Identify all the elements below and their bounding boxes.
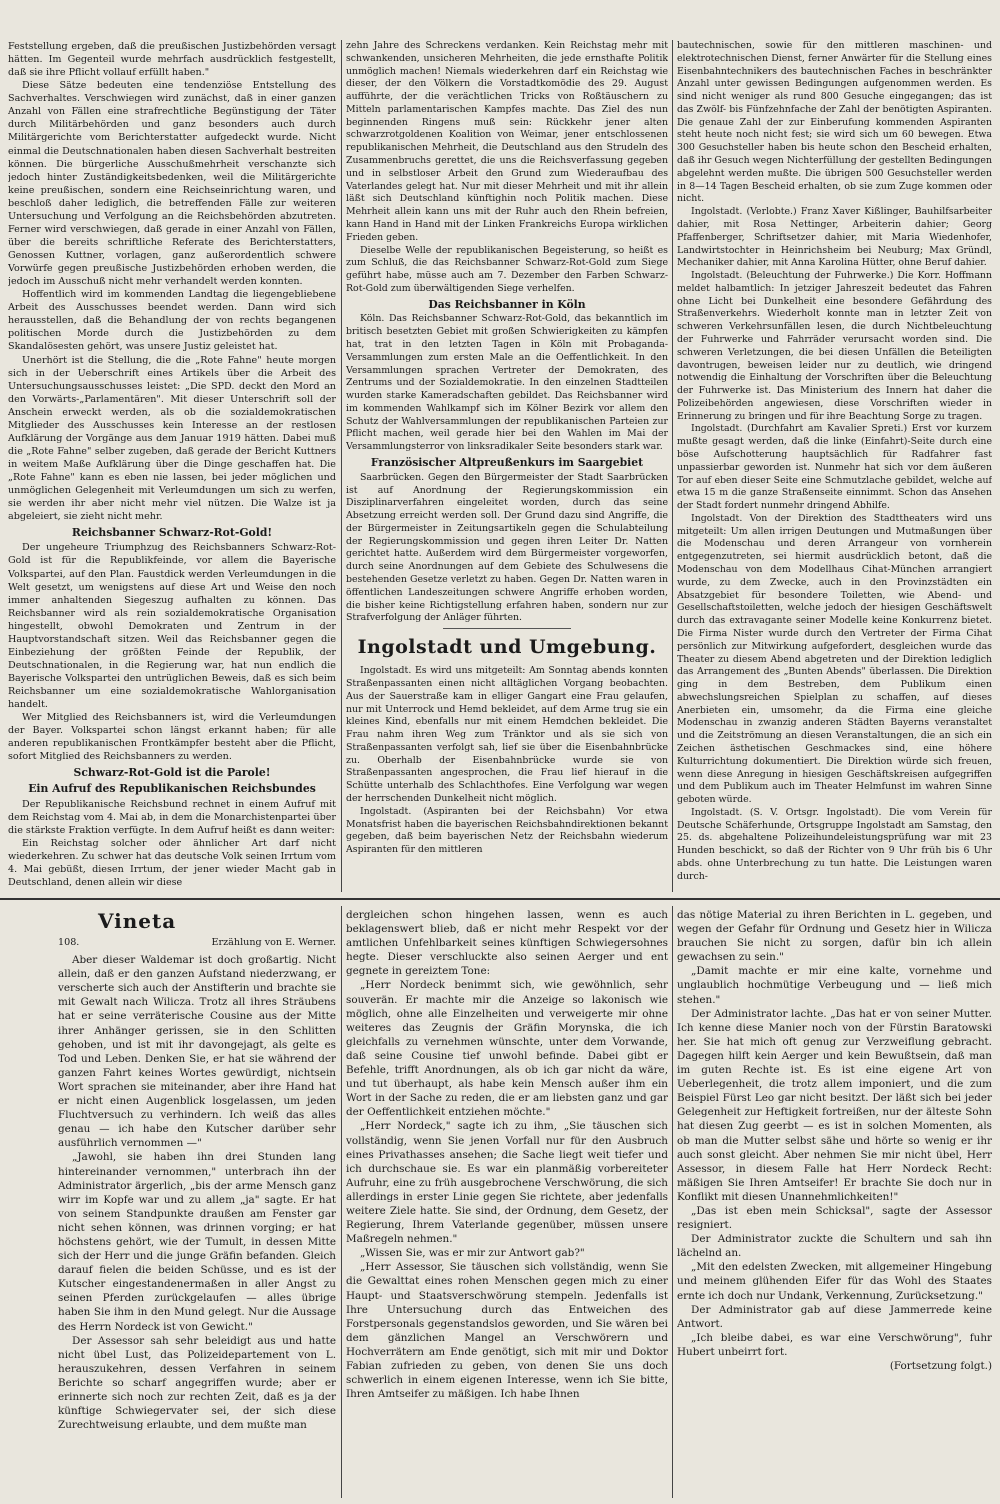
column-rule [341,906,342,1498]
serial-meta [58,936,336,950]
serial-paragraph: Der Administrator lachte. „Das hat er von seiner Mutter. Ich kenne diese Manier noch von der Fürstin Baratowski her. Sie hat mich oft genug zur Verzweiflung gebracht. Dagegen hilft kein Aerger und kein Bewußtsein, daß man im guten Rechte ist. Es ist eine eigene Art von Ueberlegenheit, die trotz allem imponiert, und die zum Beispiel Fürst Leo gar nicht besitzt. Der läßt sich bei jeder Gelegenheit zur Heftigkeit fortreißen, nur der älteste Sohn hat diesen Zug geerbt — es ist in solchen Momenten, als ob man die Mutter selbst sähe und hörte so wenig er ihr auch sonst gleicht. Aber nehmen Sie mir nicht übel, Herr Assessor, in diesem Falle hat Herr Nordeck Recht: mäßigen Sie Ihren Amtseifer! Er brachte Sie doch nur in Konflikt mit diesen Unannehmlichkeiten!" [677,1007,992,1203]
serial-subtitle: Erzählung von E. Werner. [211,937,336,948]
serial-column-3 [677,908,992,1498]
feuilleton-divider [0,898,1000,900]
column-middle-top [346,40,668,894]
article-paragraph: Ingolstadt. Von der Direktion des Stadttheaters wird uns mitgeteilt: Um allen irrigen Deutungen und Mutmaßungen über die Modenschau und deren Arrangeur von vornherein entgegenzutreten, sei hiermit ausdrücklich betont, daß die Modenschau von dem Modellhaus Cihat-München arrangiert wurde, zu dem Zwecke, auch in den Provinzstädten ein Absatzgebiet für besondere Toiletten, wie Abend- und Gesellschaftstoiletten, welche jedoch der hiesigen Geschäftswelt durch das extravagante seiner Modelle keine Konkurrenz bietet. Die Firma Nister wurde durch den Vertreter der Firma Cihat persönlich zur Mitwirkung aufgefordert, desgleichen wurde das Theater zu diesem Abend abgetreten und der Direktion lediglich das Arrangement des „Bunten Abends" überlassen. Die Direktion ging in dem Bestreben, dem Publikum einen abwechslungsreichen Spielplan zu schaffen, auf dieses Anerbieten ein, umsomehr, da die Firma eine gleiche Modenschau in zwanzig anderen Städten Bayerns veranstaltet und die Zeitströmung an diesen Veranstaltungen, die an sich ein Zeichen ästhetischen Geschmackes sind, eine höhere Kulturrichtung dokumentiert. Die Direktion würde sich freuen, wenn diese Anregung in hiesigen Geschäftskreisen aufgegriffen und dem Publikum auch im Theater Helmfunst im wahren Sinne geboten würde. [677,512,992,806]
article-paragraph: Ein Reichstag solcher oder ähnlicher Art darf nicht wiederkehren. Zu schwer hat das deutsche Volk seinen Irrtum vom 4. Mai gebüßt, diesen Irrtum, der jener wieder Macht gab in Deutschland, denen allein wir diese [8,837,336,888]
column-left-top [8,40,336,894]
headline-parole: Schwarz-Rot-Gold ist die Parole! [73,766,271,780]
serial-paragraph: Der Administrator gab auf diese Jammerrede keine Antwort. [677,1303,992,1330]
serial-continued: (Fortsetzung folgt.) [889,1360,992,1372]
article-paragraph: Köln. Das Reichsbanner Schwarz-Rot-Gold, das bekanntlich im britisch besetzten Gebiet mit großen Schwierigkeiten zu kämpfen hat, trat in den letzten Tagen in Köln mit Probaganda-Versammlungen zum ersten Male an die Oeffentlichkeit. In den Versammlungen sprachen Vertreter der Demokraten, des Zentrums und der Sozialdemokratie. In den einzelnen Stadtteilen wurden starke Kameradschaften gebildet. Das Reichsbanner wird im kommenden Wahlkampf sich im Kölner Bezirk vor allem den Schutz der Wahlversammlungen der republikanischen Parteien zur Pflicht machen, weil gerade hier bei den Wahlen im Mai der Versammlungsterror von linksradikaler Seite besonders stark war. [346,313,668,453]
serial-column-2 [346,908,668,1498]
serial-paragraph: „Jawohl, sie haben ihn drei Stunden lang hintereinander vernommen," unterbrach ihn der Administrator ärgerlich, „bis der arme Mensch ganz wirr im Kopfe war und zu allem „ja" sagte. Er hat von seinem Standpunkte draußen am Fenster gar nicht sehen können, was drinnen vorging; er hat höchstens gehört, wie der Tumult, in dessen Mitte sich der Herr und die junge Gräfin befanden. Gleich darauf fielen die beiden Schüsse, und es ist der Kutscher eingestandenermaßen in aller Angst zu seinen Pferden zurückgelaufen — alles übrige haben Sie ihm in den Mund gelegt. Nur die Aussage des Herrn Nordeck ist von Gewicht." [58,1151,336,1333]
serial-column-1 [58,908,336,1498]
article-paragraph: Hoffentlich wird im kommenden Landtag die liegengebliebene Arbeit des Ausschusses beendet werden. Dann wird sich herausstellen, daß die Behandlung der von rechts begangenen politischen Morde durch die Justizbehörden zu dem Skandalösesten gehört, was unsere Justiz geleistet hat. [8,289,336,353]
article-paragraph: zehn Jahre des Schreckens verdanken. Kein Reichstag mehr mit schwankenden, unsicheren Mehrheiten, die jede ernsthafte Politik unmöglich machen! Niemals wiederkehren darf ein Reichstag wie dieser, der den Völkern die Vorstadtkomödie des 29. August aufführte, der die verächtlichen Tricks von Roßtäuschern zu Mitteln parlamentarischen Kampfes machte. Das Ziel des nun beginnenden Ringens muß sein: Rückkehr jener alten schwarzrotgoldenen Koalition von Weimar, jener entschlossenen republikanischen Mehrheit, die Deutschland aus den Strudeln des Zusammenbruchs gerettet, die uns die Reichsverfassung gegeben und in selbstloser Arbeit den Grund zum Wiederaufbau des Vaterlandes gelegt hat. Nur mit dieser Mehrheit und mit ihr allein läßt sich Deutschland künftighin noch Politik machen. Diese Mehrheit allein kann uns mit der Ruhr auch den Rhein befreien, kann Hand in Hand mit der Linken Frankreichs Europa wirklichen Frieden geben. [346,40,668,243]
column-rule [341,40,342,892]
headline-koeln: Das Reichsbanner in Köln [428,297,586,311]
headline-saargebiet: Französischer Altpreußenkurs im Saargebiet [370,456,644,469]
article-paragraph: Dieselbe Welle der republikanischen Begeisterung, so heißt es zum Schluß, die das Reichsbanner Schwarz-Rot-Gold zum Siege geführt habe, müsse auch am 7. Dezember den Farben Schwarz-Rot-Gold zum überwältigenden Siege verhelfen. [346,244,668,294]
headline-reichsbanner: Reichsbanner Schwarz-Rot-Gold! [71,526,273,540]
serial-paragraph: „Wissen Sie, was er mir zur Antwort gab?" [360,1247,585,1260]
article-paragraph: Ingolstadt. (Aspiranten bei der Reichsbahn) Vor etwa Monatsfrist haben die bayerischen Reichsbahndirektionen bekannt gegeben, daß beim bayerischen Netz der Reichsbahn wiederum Aspiranten für den mittleren [346,805,668,856]
serial-title: Vineta [98,909,177,933]
article-paragraph: bautechnischen, sowie für den mittleren maschinen- und elektrotechnischen Dienst, ferner Anwärter für die Stellung eines Eisenbahntechnikers des bautechnischen Faches in beschränkter Anzahl unter gewissen Bedingungen aufgenommen werden. Es sind nicht weniger als rund 800 Gesuche eingegangen; das ist das Zwölf- bis Fünfzehnfache der Zahl der benötigten Aspiranten. Die genaue Zahl der zur Einberufung kommenden Aspiranten steht heute noch nicht fest; sie wird sich um 60 bewegen. Etwa 300 Gesuchsteller haben bis heute schon den Bescheid erhalten, daß ihr Gesuch wegen Nichterfüllung der gestellten Bedingungen abgelehnt werden mußte. Die übrigen 500 Gesuchsteller werden in 8—14 Tagen Bescheid erhalten, ob sie zum Zuge kommen oder nicht. [677,40,992,205]
column-right-top [677,40,992,894]
serial-paragraph: „Herr Nordeck," sagte ich zu ihm, „Sie täuschen sich vollständig, wenn Sie jenen Vorfall nur für den Ausbruch eines Privathasses ansehen; die Sache liegt weit tiefer und ich durchschaue sie. Es war ein planmäßig vorbereiteter Aufruhr, eine zu früh ausgebrochene Verschwörung, die sich allerdings in erster Linie gegen Sie richtete, aber jedenfalls weitere Ziele hatte. Sie sind, der Ordnung, dem Gesetz, der Regierung, Ihrem Vaterlande gegenüber, müssen unsere Maßregeln nehmen." [346,1120,668,1246]
column-rule [672,40,673,892]
article-paragraph: Diese Sätze bedeuten eine tendenziöse Entstellung des Sachverhaltes. Verschwiegen wird zunächst, daß in einer ganzen Anzahl von Fällen eine strafrechtliche Begünstigung der Täter durch Militärbehörden und ganz besonders auch durch Militärgerichte vom Berichterstatter aufgedeckt wurde. Nicht einmal die Deutschnationalen haben diesen Sachverhalt bestreiten können. Die bürgerliche Ausschußmehrheit verschanzte sich jedoch hinter Zuständigkeitsbedenken, weil die Militärgerichte keine preußischen, sondern eine Reichseinrichtung waren, und beschloß daher lediglich, die betreffenden Fälle zur weiteren Untersuchung und Verfolgung an die Reichsbehörden abzutreten. Ferner wird verschwiegen, daß gerade in einer Anzahl von Fällen, über die bereits schriftliche Referate des Berichterstatters, Genossen Kuttner, vorlagen, ganz außerordentlich schwere Vorwürfe gegen preußische Justizbehörden erhoben werden, die jedoch im Ausschuß nicht mehr verhandelt werden konnten. [8,80,336,288]
article-paragraph: Feststellung ergeben, daß die preußischen Justizbehörden versagt hätten. Im Gegenteil wurde mehrfach ausdrücklich festgestellt, daß sie ihre Pflicht vollauf erfüllt haben." [8,41,336,79]
serial-paragraph: dergleichen schon hingehen lassen, wenn es auch beklagenswert blieb, daß er nicht mehr Respekt vor der amtlichen Unfehlbarkeit seines künftigen Schwiegersohnes hegte. Dieser verschluckte also seinen Aerger und ent gegnete in gereiztem Tone: [346,909,668,978]
serial-paragraph: „Herr Assessor, Sie täuschen sich vollständig, wenn Sie die Gewalttat eines rohen Menschen gegen mich zu einer Haupt- und Staatsverschwörung stempeln. Jedenfalls ist Ihre Untersuchung durch das Entweichen des Forstpersonals gegenstandslos geworden, und Sie wären bei dem gänzlichen Mangel an Verschwörern und Hochverrätern am Ende genötigt, sich mit mir und Doktor Fabian zufrieden zu geben, von denen Sie uns doch schwerlich in einem eigenen Interesse, wenn ich Sie bitte, Ihren Amtseifer zu mäßigen. Ich habe Ihnen [346,1261,668,1401]
serial-paragraph: Aber dieser Waldemar ist doch großartig. Nicht allein, daß er den ganzen Aufstand niederzwang, er verscherte sich auch der Anstifterin und brachte sie mit Gewalt nach Wilicza. Trotz all ihres Sträubens hat er seine verräterische Cousine aus der Mitte ihrer Anhänger gerissen, sie in den Schlitten gehoben, und ist mit ihr davongejagt, als gelte es Tod und Leben. Denken Sie, er hat sie während der ganzen Fahrt keines Wortes gewürdigt, nichtsein Wort sprachen sie miteinander, aber ihre Hand hat er nicht einen Augenblick losgelassen, um jeden Fluchtversuch zu verhindern. Ich weiß das alles genau — ich habe den Kutscher darüber sehr ausführlich vernommen —" [58,954,336,1150]
section-divider [443,628,572,629]
serial-paragraph: „Das ist eben mein Schicksal", sagte der Assessor resigniert. [677,1204,992,1232]
column-rule [672,906,673,1498]
article-paragraph: Unerhört ist die Stellung, die die „Rote Fahne" heute morgen sich in der Ueberschrift eines Artikels über die Arbeit des Untersuchungsausschusses leistet: „Die SPD. deckt den Mord an den Vorwärts-„Parlamentären". Mit dieser Unterschrift soll der Anschein erweckt werden, als ob die sozialdemokratischen Mitglieder des Ausschusses kein Interesse an der restlosen Aufklärung der Vorgänge aus dem Januar 1919 hätten. Dabei muß die „Rote Fahne" selber zugeben, daß gerade der Bericht Kuttners in weitem Maße Aufklärung über die Dinge geschaffen hat. Die „Rote Fahne" kann es eben nie lassen, bei jeder möglichen und unmöglichen Gelegenheit mit Verleumdungen um sich zu werfen, sie werden ihr aber nicht mehr viel nützen. Die Walze ist ja abgeleiert, sie zieht nicht mehr. [8,354,336,523]
serial-paragraph: „Ich bleibe dabei, es war eine Verschwörung", fuhr Hubert unbeirrt fort. [677,1331,992,1358]
article-paragraph: Ingolstadt. (S. V. Ortsgr. Ingolstadt). Die vom Verein für Deutsche Schäferhunde, Ortsgruppe Ingolstadt am Samstag, den 25. ds. abgehaltene Polizeihundeleistungsprüfung war mit 23 Hunden beschickt, so daß der Richter von 9 Uhr früh bis 6 Uhr abds. ohne Unterbrechung zu tun hatte. Die Leistungen waren durch- [677,806,992,882]
serial-paragraph: „Damit machte er mir eine kalte, vornehme und unglaublich hochmütige Verbeugung und — ließ mich stehen." [677,965,992,1006]
serial-paragraph: Der Administrator zuckte die Schultern und sah ihn lächelnd an. [677,1233,992,1260]
serial-number: 108. [58,937,80,948]
article-paragraph: Ingolstadt. (Durchfahrt am Kavalier Spreti.) Erst vor kurzem mußte gesagt werden, daß die linke (Einfahrt)-Seite durch eine böse Aufschotterung hauptsächlich für Radfahrer fast unpassierbar geworden ist. Nunmehr hat sich vor dem äußeren Tor auf eben dieser Seite eine Schmutzlache gebildet, welche auf etwa 15 m die ganze Straßenseite einnimmt. Schon das Ansehen der Stadt fordert nunmehr dringend Abhilfe. [677,423,992,512]
article-paragraph: Der Republikanische Reichsbund rechnet in einem Aufruf mit dem Reichstag vom 4. Mai ab, in dem die Monarchistenpartei über die stärkste Fraktion verfügte. In dem Aufruf heißt es dann weiter: [8,798,336,836]
article-paragraph: Der ungeheure Triumphzug des Reichsbanners Schwarz-Rot-Gold ist für die Republikfeinde, vor allem die Bayerische Volkspartei, auf den Plan. Faustdick werden Verleumdungen in die Welt gesetzt, um wenigstens auf diese Art und Weise den noch immer anhaltenden Siegeszug aufhalten zu können. Das Reichsbanner wird als rein sozialdemokratische Organisation hingestellt, obwohl Demokraten und Zentrum in der Hauptvorstandschaft sitzen. Weil das Reichsbanner gegen die Einbeziehung der größten Feinde der Republik, der Deutschnationalen, in die Regierung war, hat nun endlich die Bayerische Volkspartei den untrüglichen Beweis, daß es sich beim Reichsbanner um eine sozialdemokratische Wahlorganisation handelt. [8,542,336,711]
article-paragraph: Ingolstadt. (Beleuchtung der Fuhrwerke.) Die Korr. Hoffmann meldet halbamtlich: In jetziger Jahreszeit bedeutet das Fahren ohne Licht bei Dunkelheit eine besondere Gefährdung des Straßenverkehrs. Wiederholt konnte man in letzter Zeit von schweren Verkehrsunfällen lesen, die durch Nichtbeleuchtung der Fuhrwerke und Fahrräder verursacht worden sind. Die schweren Verletzungen, die bei diesen Unfällen die Beteiligten davontrugen, beweisen leider nur zu deutlich, wie dringend notwendig die Einhaltung der Vorschriften über die Beleuchtung der Fuhrwerke ist. Das Ministerium des Innern hat daher die Polizeibehörden angewiesen, diese Vorschriften wieder in Erinnerung zu bringen und für ihre Beachtung Sorge zu tragen. [677,270,992,422]
serial-paragraph: das nötige Material zu ihren Berichten in L. gegeben, und wegen der Gefahr für Ordnung und Gesetz hier in Wilicza brauchen Sie nicht zu sorgen, dafür bin ich allein gewachsen zu sein." [677,909,992,964]
subheadline-aufruf: Ein Aufruf des Republikanischen Reichsbundes [28,781,316,795]
article-paragraph: Ingolstadt. (Verlobte.) Franz Xaver Kißlinger, Bauhilfsarbeiter dahier, mit Rosa Nettinger, Arbeiterin dahier; Georg Pfaffenberger, Schriftsetzer dahier, mit Maria Wiedenhofer, Landwirtstochter in Heinrichsheim bei Neuburg; Max Gründl, Mechaniker dahier, mit Anna Karolina Hütter, ohne Beruf dahier. [677,206,992,269]
serial-paragraph: „Herr Nordeck benimmt sich, wie gewöhnlich, sehr souverän. Er machte mir die Anzeige so lakonisch wie möglich, ohne alle Einzelheiten und verweigerte mir ohne weiteres das Zeugnis der Gräfin Morynska, die ich gleichfalls zu vernehmen wünschte, unter dem Vorwande, daß seine Cousine tief unwohl befinde. Dabei gibt er Befehle, trifft Anordnungen, als ob ich gar nicht da wäre, und tut überhaupt, als habe kein Mensch außer ihm ein Wort in der Sache zu reden, die er am liebsten ganz und gar der Oeffentlichkeit entziehen möchte." [346,979,668,1119]
article-paragraph: Wer Mitglied des Reichsbanners ist, wird die Verleumdungen der Bayer. Volkspartei schon längst erkannt haben; für alle anderen republikanischen Frontkämpfer besteht aber die Pflicht, sofort Mitglied des Reichsbanners zu werden. [8,712,336,763]
serial-paragraph: Der Assessor sah sehr beleidigt aus und hatte nicht übel Lust, das Polizeidepartement von L. herauszukehren, dessen Verfahren in seinem Berichte so scharf angegriffen wurde; aber er erinnerte sich noch zur rechten Zeit, daß es ja der künftige Schwiegervater sei, der sich diese Zurechtweisung erlaubte, und dem mußte man [58,1334,336,1432]
serial-paragraph: „Mit den edelsten Zwecken, mit allgemeiner Hingebung und meinem glühenden Eifer für das Wohl des Staates ernte ich doch nur Undank, Verkennung, Zurücksetzung." [677,1261,992,1302]
article-paragraph: Ingolstadt. Es wird uns mitgeteilt: Am Sonntag abends konnten Straßenpassanten einen nicht alltäglichen Vorgang beobachten. Aus der Sauerstraße kam in elliger Gangart eine Frau gelaufen, nur mit Unterrock und Hemd bekleidet, auf dem Arme trug sie ein kleines Kind, ebenfalls nur mit einem Hemdchen bekleidet. Die Frau nahm ihren Weg zum Tränktor und als sie sich von Straßenpassanten verfolgt sah, lief sie über die Eisenbahnbrücke zu. Oberhalb der Eisenbahnbrücke wurde sie von Straßenpassanten angesprochen, die Frau lief hierauf in die Schütte unterhalb des Schlachthofes. Eine Verfolgung war wegen der herrschenden Dunkelheit nicht möglich. [346,665,668,804]
article-paragraph: Saarbrücken. Gegen den Bürgermeister der Stadt Saarbrücken ist auf Anordnung der Regierungskommission ein Disziplinarverfahren eingeleitet worden, durch das seine Absetzung erreicht werden soll. Der Grund dazu sind Angriffe, die der Bürgermeister in Zeitungsartikeln gegen die Schulabteilung der Regierungskommission und gegen ihren Leiter Dr. Natten gerichtet hatte. Außerdem wird dem Bürgermeister vorgeworfen, durch seine Anordnungen auf dem Gebiete des Schulwesens die bestehenden Gesetze verletzt zu haben. Gegen Dr. Natten waren in öffentlichen Landeszeitungen schwere Angriffe erhoben worden, die bisher keine Richtigstellung erfahren haben, sondern nur zur Strafverfolgung der Anläger führten. [346,471,668,624]
section-title-ingolstadt: Ingolstadt und Umgebung. [357,636,657,659]
